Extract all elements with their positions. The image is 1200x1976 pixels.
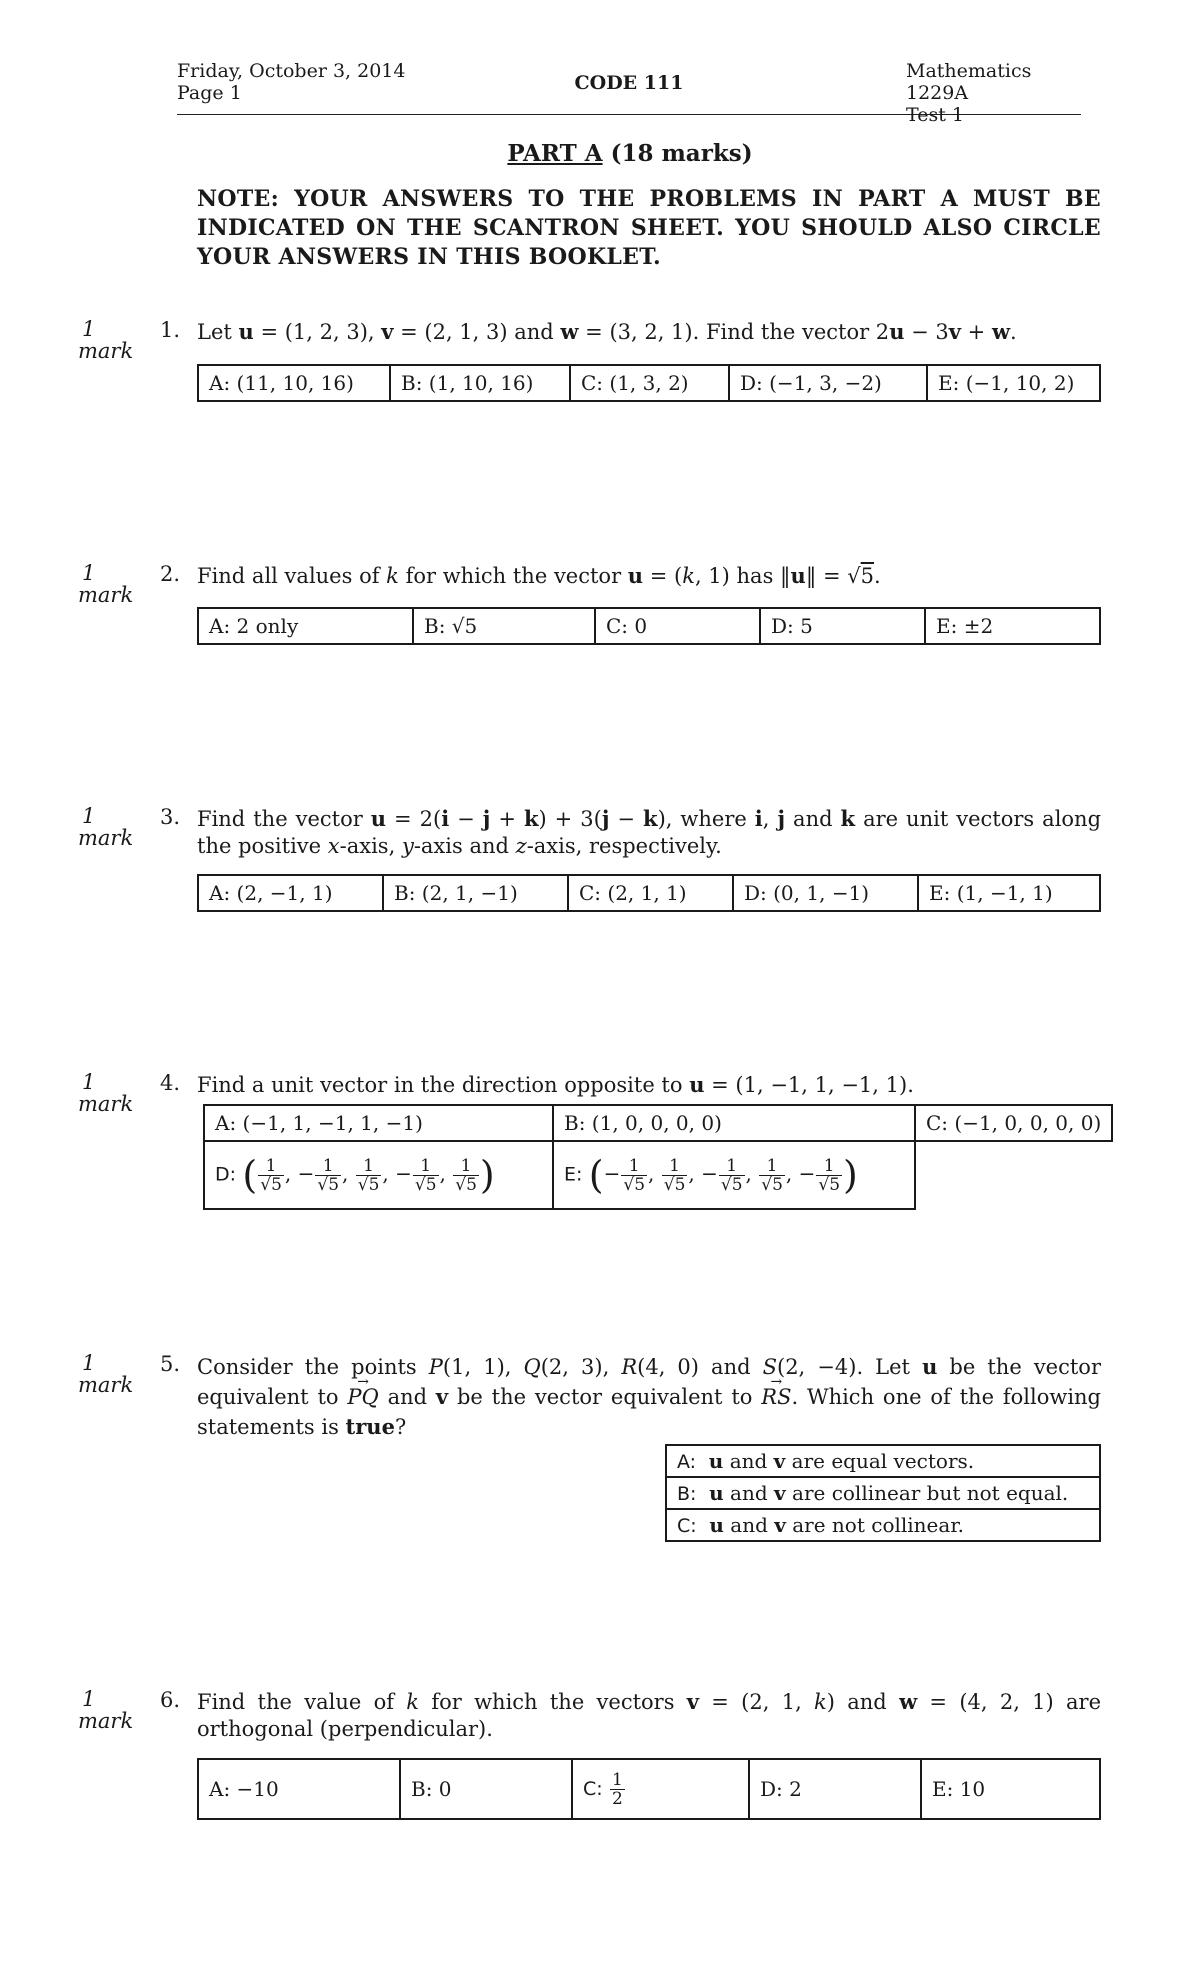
choice-3d[interactable]: D: (0, 1, −1) [733, 875, 918, 911]
choice-1b[interactable]: B: (1, 10, 16) [390, 365, 570, 401]
answer-table-6 [197, 1758, 1101, 1820]
question-text-2: Find all values of k for which the vector u = (k, 1) has ‖u‖ = √5. [197, 563, 881, 588]
choice-5a[interactable]: A: u and v are equal vectors. [666, 1445, 1100, 1477]
choice-1d[interactable]: D: (−1, 3, −2) [729, 365, 927, 401]
question-text-3: Find the vector u = 2(i − j + k) + 3(j − k), where i, j and k are unit vectors along the positive x-axis, y-axis and z-axis, respectively. [197, 806, 1102, 858]
mark-label-3: 1 mark [78, 804, 134, 850]
choice-2c[interactable]: C: 0 [595, 608, 760, 644]
choice-5b[interactable]: B: u and v are collinear but not equal. [666, 1477, 1100, 1509]
choice-6b[interactable]: B: 0 [400, 1759, 572, 1819]
choice-6d[interactable]: D: 2 [749, 1759, 921, 1819]
part-name: PART A [507, 140, 603, 167]
empty-cell [915, 1141, 1112, 1209]
answer-table-5 [665, 1444, 1101, 1542]
answer-table-3 [197, 874, 1101, 912]
question-number-4: 4. [160, 1071, 181, 1095]
choice-1c[interactable]: C: (1, 3, 2) [570, 365, 729, 401]
choice-2e[interactable]: E: ±2 [925, 608, 1100, 644]
choice-4a[interactable]: A: (−1, 1, −1, 1, −1) [204, 1105, 553, 1141]
choice-4e[interactable]: E: (− $\frac{1}{√5}$ , $\frac{1}{√5}$ , − $\frac{1}{√5}$ , $\frac{1}{√5}$ , − $\frac{1}{√5}$ ) [553, 1141, 915, 1209]
question-text-4: Find a unit vector in the direction opposite to u = (1, −1, 1, −1, 1). [197, 1072, 914, 1097]
choice-4d[interactable]: D: ( $\frac{1}{√5}$ , − $\frac{1}{√5}$ , $\frac{1}{√5}$ , − $\frac{1}{√5}$ , $\frac{1}{√5}$ ) [204, 1141, 553, 1209]
part-marks: (18 marks) [610, 140, 753, 167]
choice-2b[interactable]: B: √5 [413, 608, 595, 644]
header-test: Test 1 [906, 104, 964, 126]
choice-3e[interactable]: E: (1, −1, 1) [918, 875, 1100, 911]
page-header [177, 60, 1081, 126]
mark-label-6: 1 mark [78, 1687, 134, 1733]
choice-6c[interactable]: C: $\frac{1}{2}$ [572, 1759, 749, 1819]
choice-6a[interactable]: A: −10 [198, 1759, 400, 1819]
mark-label-5: 1 mark [78, 1351, 134, 1397]
question-number-5: 5. [160, 1352, 181, 1376]
choice-5c[interactable]: C: u and v are not collinear. [666, 1509, 1100, 1541]
answer-table-1 [197, 364, 1101, 402]
header-page: Page 1 [177, 82, 242, 104]
mark-label-2: 1 mark [78, 561, 134, 607]
instructions-note: NOTE: YOUR ANSWERS TO THE PROBLEMS IN PART A MUST BE INDICATED ON THE SCANTRON SHEET. YOU SHOULD ALSO CIRCLE YOUR ANSWERS IN THIS BOOKLET. [197, 186, 1101, 270]
question-number-1: 1. [160, 318, 181, 342]
question-number-6: 6. [160, 1688, 181, 1712]
answer-table-2 [197, 607, 1101, 645]
choice-6e[interactable]: E: 10 [921, 1759, 1100, 1819]
question-number-2: 2. [160, 562, 181, 586]
mark-label-1: 1 mark [78, 317, 134, 363]
choice-4b[interactable]: B: (1, 0, 0, 0, 0) [553, 1105, 915, 1141]
header-right [906, 60, 1081, 126]
question-text-6: Find the value of k for which the vectors v = (2, 1, k) and w = (4, 2, 1) are orthogonal (perpendicular). [197, 1689, 1102, 1741]
choice-1e[interactable]: E: (−1, 10, 2) [927, 365, 1100, 401]
choice-3a[interactable]: A: (2, −1, 1) [198, 875, 383, 911]
answer-table-4 [203, 1104, 1113, 1210]
choice-2d[interactable]: D: 5 [760, 608, 925, 644]
question-text-1: Let u = (1, 2, 3), v = (2, 1, 3) and w = (3, 2, 1). Find the vector 2u − 3v + w. [197, 319, 1017, 344]
choice-3c[interactable]: C: (2, 1, 1) [568, 875, 733, 911]
header-course: Mathematics 1229A [906, 60, 1032, 104]
header-code: CODE 111 [574, 72, 684, 94]
part-title [0, 140, 1200, 167]
choice-1a[interactable]: A: (11, 10, 16) [198, 365, 390, 401]
header-date: Friday, October 3, 2014 [177, 60, 406, 82]
mark-label-4: 1 mark [78, 1070, 134, 1116]
question-text-5: Consider the points P(1, 1), Q(2, 3), R(4, 0) and S(2, −4). Let u be the vector equivalent to → PQ and v be the vector equivalent to → RS. Which one of the following statements is true? [197, 1352, 1101, 1442]
question-number-3: 3. [160, 805, 181, 829]
choice-3b[interactable]: B: (2, 1, −1) [383, 875, 568, 911]
choice-4c[interactable]: C: (−1, 0, 0, 0, 0) [915, 1105, 1112, 1141]
choice-2a[interactable]: A: 2 only [198, 608, 413, 644]
